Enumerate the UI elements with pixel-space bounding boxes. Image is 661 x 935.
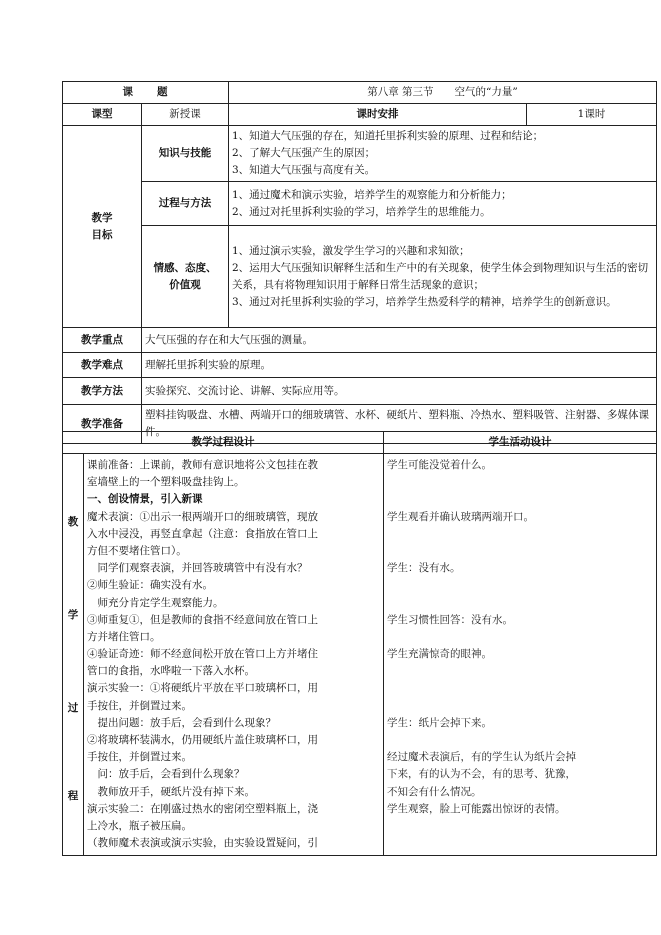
lesson-plan-table	[62, 81, 657, 444]
side-char: 教	[67, 516, 79, 528]
difficulty-label: 教学难点	[63, 353, 142, 378]
teacher-line: 方但不要堵住管口）。	[87, 544, 187, 557]
type-label: 课型	[63, 104, 142, 126]
student-line: 学生观察，脸上可能露出惊讶的表情。	[387, 802, 566, 815]
student-line	[387, 680, 653, 697]
emotion-item: 3、通过对托里拆利实验的学习，培养学生热爱科学的精神，培养学生的创新意识。	[232, 295, 617, 308]
schedule-value: 1课时	[527, 104, 657, 126]
student-line	[387, 577, 653, 594]
preparation-label: 教学准备	[63, 405, 142, 444]
process-design-header: 教学过程设计	[63, 432, 384, 454]
teacher-line: 师充分肯定学生观察能力。	[87, 596, 224, 609]
teacher-line: 课前准备：上课前，教师有意识地将公文包挂在教	[87, 459, 318, 471]
teacher-line: ②师生验证：确实没有水。	[87, 579, 213, 592]
topic-row	[63, 82, 657, 104]
process-label: 过程与方法	[142, 182, 229, 226]
teacher-line: 演示实验一：①将硬纸片平放在平口玻璃杯口，用	[87, 682, 318, 695]
knowledge-item: 2、了解大气压强产生的原因；	[232, 147, 376, 159]
teacher-line: 手按住，并倒置过来。	[87, 699, 192, 712]
emotion-label	[142, 226, 229, 328]
emotion-item: 1、通过演示实验，激发学生学习的兴趣和求知欲；	[232, 244, 470, 257]
teacher-line: 上冷水，瓶子被压扁。	[87, 819, 192, 832]
teacher-line: 室墙壁上的一个塑料吸盘挂钩上。	[87, 476, 245, 489]
student-line: 学生可能没觉着什么。	[387, 459, 492, 471]
teacher-line: 管口的食指，水哗啦一下落入水杯。	[87, 665, 255, 678]
goals-label-line2: 目标	[91, 228, 113, 241]
key-point-label: 教学重点	[63, 328, 142, 353]
goal-process-row	[63, 182, 657, 226]
knowledge-label: 知识与技能	[142, 126, 229, 182]
topic-value: 第八章 第三节 空气的“力量”	[229, 82, 657, 104]
teacher-line: 入水中浸没，再竖直拿起（注意：食指放在管口上	[87, 527, 318, 540]
goal-knowledge-row	[63, 126, 657, 182]
emotion-label-line2: 价值观	[169, 278, 201, 291]
emotion-items	[229, 226, 657, 328]
teacher-line: 方并堵住管口。	[87, 630, 161, 643]
student-activity-header: 学生活动设计	[384, 432, 657, 454]
process-table	[62, 431, 657, 856]
teacher-line: 手按住，并倒置过来。	[87, 751, 192, 764]
process-item: 2、通过对托里拆利实验的学习，培养学生的思维能力。	[232, 205, 491, 218]
teacher-process-cell	[84, 454, 384, 856]
teacher-line: ④验证奇迹：师不经意间松开放在管口上方并堵住	[87, 648, 318, 661]
student-line	[387, 595, 653, 612]
goals-label	[63, 126, 142, 328]
process-body-row	[63, 454, 657, 856]
teacher-line: ②将玻璃杯装满水，仍用硬纸片盖住玻璃杯口，用	[87, 734, 318, 746]
student-line	[387, 835, 653, 852]
schedule-label: 课时安排	[229, 104, 527, 126]
emotion-label-line1: 情感、态度、	[153, 261, 217, 274]
teacher-line: 教师放开手，硬纸片没有掉下来。	[87, 785, 255, 798]
type-row	[63, 104, 657, 126]
student-line	[387, 491, 653, 508]
student-line	[387, 629, 653, 646]
student-line: 不知会有什么情况。	[387, 785, 482, 798]
teacher-line: （教师魔术表演或演示实验，由实验设置疑问，引	[87, 837, 318, 850]
teacher-line: 同学们观察表演，并回答玻璃管中有没有水？	[87, 562, 308, 575]
student-line	[387, 818, 653, 835]
student-line	[387, 526, 653, 543]
key-point-row	[63, 328, 657, 353]
student-line: 学生：没有水。	[387, 562, 461, 575]
teacher-line: 一、创设情景，引入新课	[87, 493, 203, 506]
type-value: 新授课	[142, 104, 229, 126]
knowledge-item: 1、知道大气压强的存在，知道托里拆利实验的原理、过程和结论；	[232, 130, 544, 142]
process-item: 1、通过魔术和演示实验，培养学生的观察能力和分析能力；	[232, 188, 512, 201]
side-char: 学	[67, 609, 79, 622]
student-line	[387, 698, 653, 715]
teacher-line: 问：放手后，会看到什么现象？	[87, 768, 245, 781]
student-line: 学生习惯性回答：没有水。	[387, 613, 513, 626]
teacher-line: ③师重复①，但是教师的食指不经意间放在管口上	[87, 613, 318, 626]
student-line: 学生：纸片会掉下来。	[387, 716, 492, 729]
process-header-row	[63, 432, 657, 454]
student-line	[387, 663, 653, 680]
student-line	[387, 543, 653, 560]
process-items	[229, 182, 657, 226]
student-line	[387, 732, 653, 749]
preparation-value: 塑料挂钩吸盘、水槽、两端开口的细玻璃管、水杯、硬纸片、塑料瓶、冷热水、塑料吸管、注射器、多媒体课件。	[142, 405, 657, 444]
goals-label-line1: 教学	[91, 211, 113, 224]
knowledge-items	[229, 126, 657, 182]
knowledge-item: 3、知道大气压强与高度有关。	[232, 164, 376, 176]
emotion-item: 2、运用大气压强知识解释生活和生产中的有关现象，使学生体会到物理知识与生活的密切关系，具有将物理知识用于解释日常生活现象的意识；	[232, 261, 649, 291]
teacher-line: 演示实验二：在刚盛过热水的密闭空塑料瓶上，浇	[87, 802, 318, 815]
student-line: 学生充满惊奇的眼神。	[387, 648, 492, 661]
difficulty-row	[63, 353, 657, 378]
student-line: 下来，有的认为不会，有的思考、犹豫，	[387, 768, 576, 781]
student-line: 学生观看并确认玻璃两端开口。	[387, 510, 534, 523]
teacher-line: 魔术表演：①出示一根两端开口的细玻璃管，现放	[87, 510, 318, 523]
method-label: 教学方法	[63, 378, 142, 405]
side-char: 程	[67, 789, 79, 802]
teacher-line: 提出问题：放手后，会看到什么现象？	[87, 716, 276, 729]
student-line	[387, 474, 653, 491]
side-char: 过	[67, 702, 79, 715]
method-value: 实验探究、交流讨论、讲解、实际应用等。	[142, 378, 657, 405]
student-line: 经过魔术表演后，有的学生认为纸片会掉	[387, 751, 576, 764]
method-row	[63, 378, 657, 405]
key-point-value: 大气压强的存在和大气压强的测量。	[142, 328, 657, 353]
difficulty-value: 理解托里拆利实验的原理。	[142, 353, 657, 378]
topic-label: 课 题	[63, 82, 229, 104]
goal-emotion-row	[63, 226, 657, 328]
student-activity-cell	[384, 454, 657, 856]
process-side-label	[63, 454, 84, 856]
